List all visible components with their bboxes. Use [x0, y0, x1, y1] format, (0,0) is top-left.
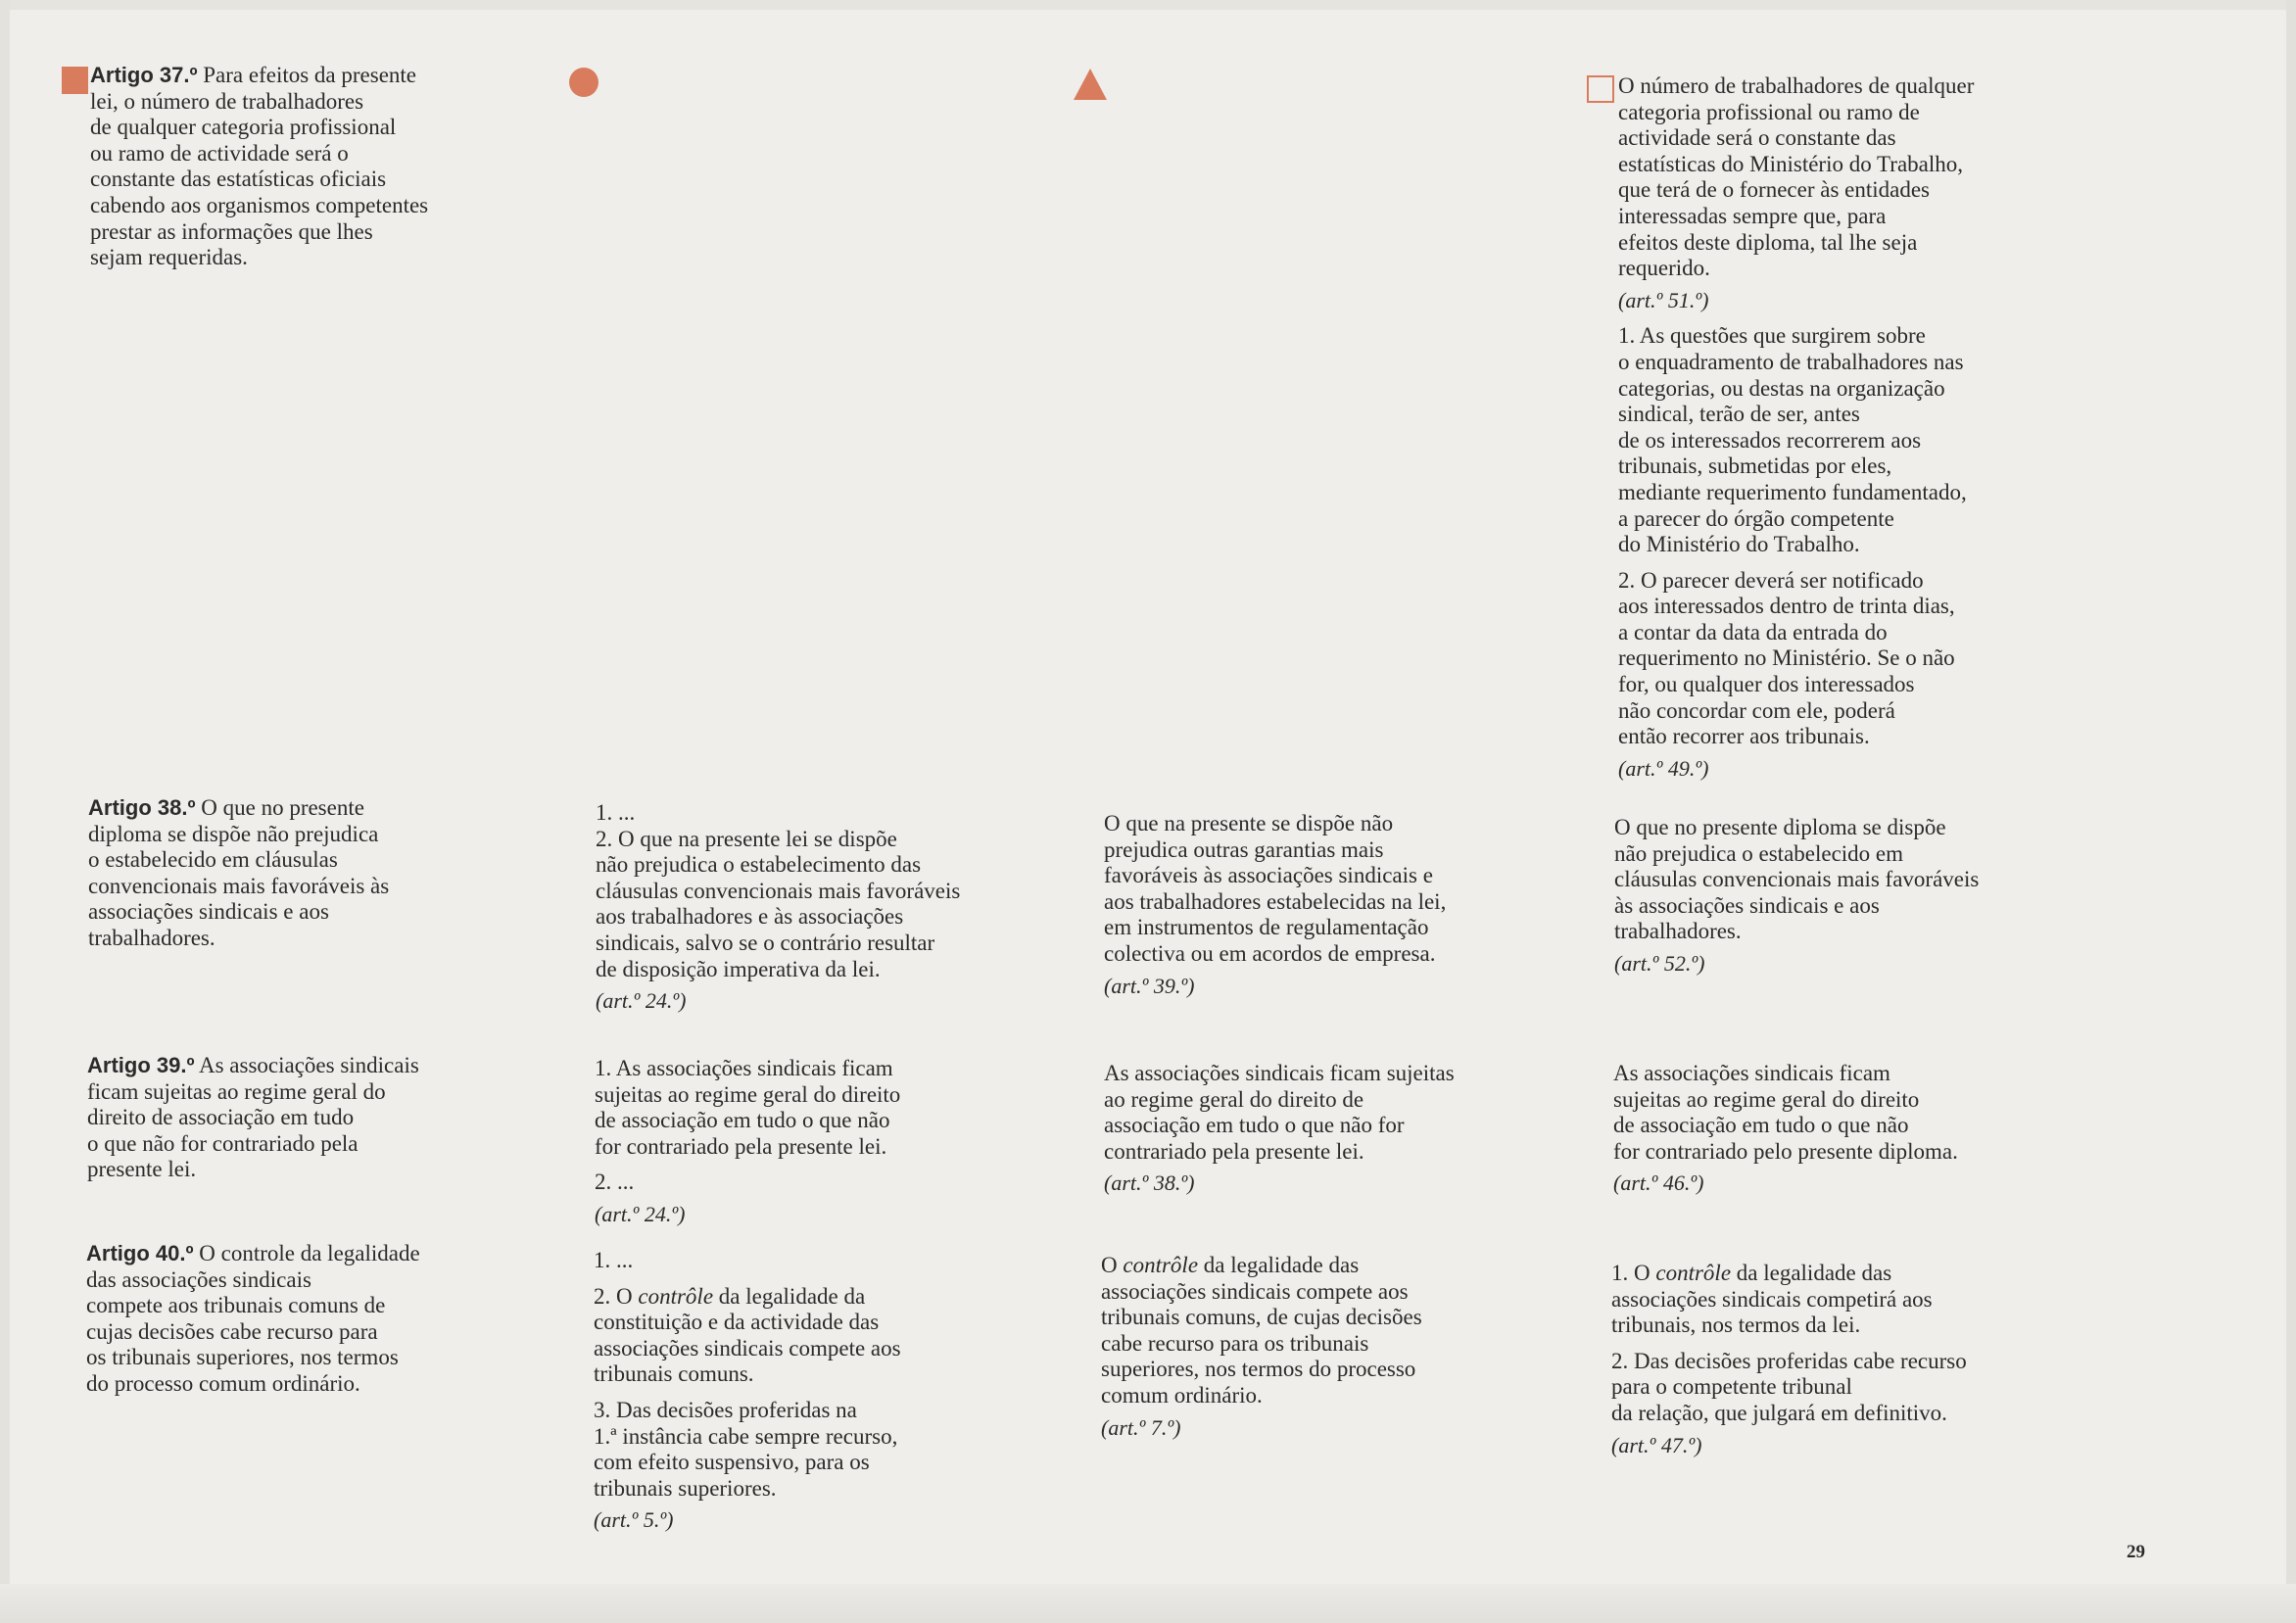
art38-col3	[1104, 811, 1594, 999]
art38-col4-ref: (art.º 52.º)	[1614, 950, 1705, 976]
art40-col2-p2-rest: da legalidade da constituição e da actividade das associações sindicais compete aos tribunais comuns.	[594, 1283, 901, 1387]
circle-marker-icon	[569, 68, 598, 97]
art39-col3-text: As associações sindicais ficam sujeitas ao regime geral do direito de associação em tudo o que não for contrariado pela presente lei.	[1104, 1061, 1455, 1164]
art39-col2-p1: 1. As associações sindicais ficam sujeitas ao regime geral do direito de associação em tudo o que não for contrariado pela presente lei.	[595, 1056, 901, 1159]
art40-col3	[1101, 1253, 1591, 1441]
filled-square-marker-icon	[62, 67, 88, 94]
art40-col2-p2	[594, 1284, 1074, 1388]
art37-law-body: Para efeitos da presente lei, o número de trabalhadores de qualquer categoria profissional ou ramo de actividade será o constante das estatísticas oficiais cabendo aos organismos competentes prestar as informações que lhes sejam requeridas.	[90, 63, 429, 270]
art40-col2-p3: 3. Das decisões proferidas na 1.ª instância cabe sempre recurso, com efeito suspensivo, para os tribunais superiores.	[594, 1397, 898, 1501]
art39-law-body: As associações sindicais ficam sujeitas ao regime geral do direito de associação em tudo o que não for contrariado pela presente lei.	[87, 1053, 419, 1182]
art40-col3-term: contrôle	[1123, 1253, 1199, 1277]
art40-law-label: Artigo 40.º	[86, 1241, 194, 1265]
art38-col2	[596, 800, 1076, 1015]
art39-col4-text: As associações sindicais ficam sujeitas ao regime geral do direito de associação em tudo o que não for contrariado pelo presente diploma.	[1613, 1061, 1958, 1164]
art37-col4-ref2: (art.º 49.º)	[1618, 755, 1709, 781]
art39-col4-ref: (art.º 46.º)	[1613, 1170, 1704, 1196]
art39-law-text	[87, 1053, 567, 1183]
page-edge-left	[0, 0, 10, 1623]
art40-col3-text	[1101, 1253, 1591, 1409]
art40-col4-ref: (art.º 47.º)	[1611, 1432, 1702, 1457]
art37-col4-p2: 2. O parecer deverá ser notificado aos interessados dentro de trinta dias, a contar da data da entrada do requerimento no Ministério. Se o não for, ou qualquer dos interessados não concordar com ele, poderá então recorrer aos tribunais.	[1618, 567, 1955, 749]
art40-col3-rest: da legalidade das associações sindicais compete aos tribunais comuns, de cujas decisões cabe recurso para os tribunais superiores, nos termos do processo comum ordinário.	[1101, 1253, 1422, 1408]
art39-col2	[595, 1056, 1075, 1228]
art40-col2-p1: 1. ...	[594, 1248, 634, 1272]
art37-col4-ref: (art.º 51.º)	[1618, 287, 1709, 312]
art40-col4-p1-rest: da legalidade das associações sindicais competirá aos tribunais, nos termos da lei.	[1611, 1261, 1933, 1338]
art37-col4-text: O número de trabalhadores de qualquer categoria profissional ou ramo de actividade será o constante das estatísticas do Ministério do Trabalho, que terá de o fornecer às entidades interessadas sempre que, para efeitos deste diploma, tal lhe seja requerido.	[1618, 73, 1975, 281]
outline-square-marker-icon	[1587, 75, 1614, 103]
page-edge-top	[0, 0, 2296, 10]
art38-col2-ref: (art.º 24.º)	[596, 988, 687, 1014]
art39-law-label: Artigo 39.º	[87, 1053, 195, 1077]
art38-col3-ref: (art.º 39.º)	[1104, 973, 1195, 998]
art37-col4-p1: 1. As questões que surgirem sobre o enquadramento de trabalhadores nas categorias, ou destas na organização sindical, terão de ser, antes de os interessados recorrerem aos tribunais, submetidas por eles, mediante requerimento fundamentado, a parecer do órgão competente do Ministério do Trabalho.	[1618, 323, 1967, 557]
art38-col2-p2: 2. O que na presente lei se dispõe não prejudica o estabelecimento das cláusulas convencionais mais favoráveis aos trabalhadores e às associações sindicais, salvo se o contrário resultar de disposição imperativa da lei.	[596, 826, 961, 981]
page-edge-right	[2286, 0, 2296, 1623]
art39-col3	[1104, 1061, 1594, 1197]
art40-col3-ref: (art.º 7.º)	[1101, 1414, 1181, 1440]
art40-col4-p1-prefix: 1. O	[1611, 1261, 1656, 1285]
art40-col4-p1	[1611, 1261, 2121, 1339]
art38-law-text	[88, 795, 568, 952]
art40-col4-p1-term: contrôle	[1655, 1261, 1732, 1285]
page-edge-bottom	[0, 1584, 2296, 1623]
art38-col4-text: O que no presente diploma se dispõe não prejudica o estabelecido em cláusulas convencionais mais favoráveis às associações sindicais e aos trabalhadores.	[1614, 815, 1980, 944]
art37-law-text	[90, 63, 560, 271]
art39-col3-ref: (art.º 38.º)	[1104, 1170, 1195, 1196]
art37-col4	[1618, 73, 2128, 782]
page-number: 29	[2127, 1542, 2145, 1562]
triangle-marker-icon	[1074, 69, 1107, 100]
art39-col4	[1613, 1061, 2123, 1197]
art40-col3-prefix: O	[1101, 1253, 1124, 1277]
art40-col4	[1611, 1261, 2121, 1458]
art38-col4	[1614, 815, 2124, 978]
art40-col2-ref: (art.º 5.º)	[594, 1507, 674, 1533]
art38-law-body: O que no presente diploma se dispõe não prejudica o estabelecido em cláusulas convencionais mais favoráveis às associações sindicais e aos trabalhadores.	[88, 795, 390, 950]
art40-col2-p2-prefix: 2. O	[594, 1283, 639, 1309]
art40-law-body: O controle da legalidade das associações sindicais compete aos tribunais comuns de cujas decisões cabe recurso para os tribunais superiores, nos termos do processo comum ordinário.	[86, 1241, 420, 1396]
art39-col2-p2: 2. ...	[595, 1170, 635, 1195]
art38-col2-p1: 1. ...	[596, 800, 636, 825]
art39-col2-ref: (art.º 24.º)	[595, 1201, 686, 1226]
art40-col4-p2: 2. Das decisões proferidas cabe recurso para o competente tribunal da relação, que julgará em definitivo.	[1611, 1348, 1967, 1425]
art40-col2	[594, 1248, 1074, 1534]
art40-col2-p2-term: contrôle	[638, 1283, 714, 1309]
art37-law-label: Artigo 37.º	[90, 63, 198, 87]
art40-law-text	[86, 1241, 576, 1398]
art38-law-label: Artigo 38.º	[88, 795, 196, 820]
art38-col3-text: O que na presente se dispõe não prejudica outras garantias mais favoráveis às associações sindicais e aos trabalhadores estabelecidas na lei, em instrumentos de regulamentação colectiva ou em acordos de empresa.	[1104, 811, 1447, 966]
